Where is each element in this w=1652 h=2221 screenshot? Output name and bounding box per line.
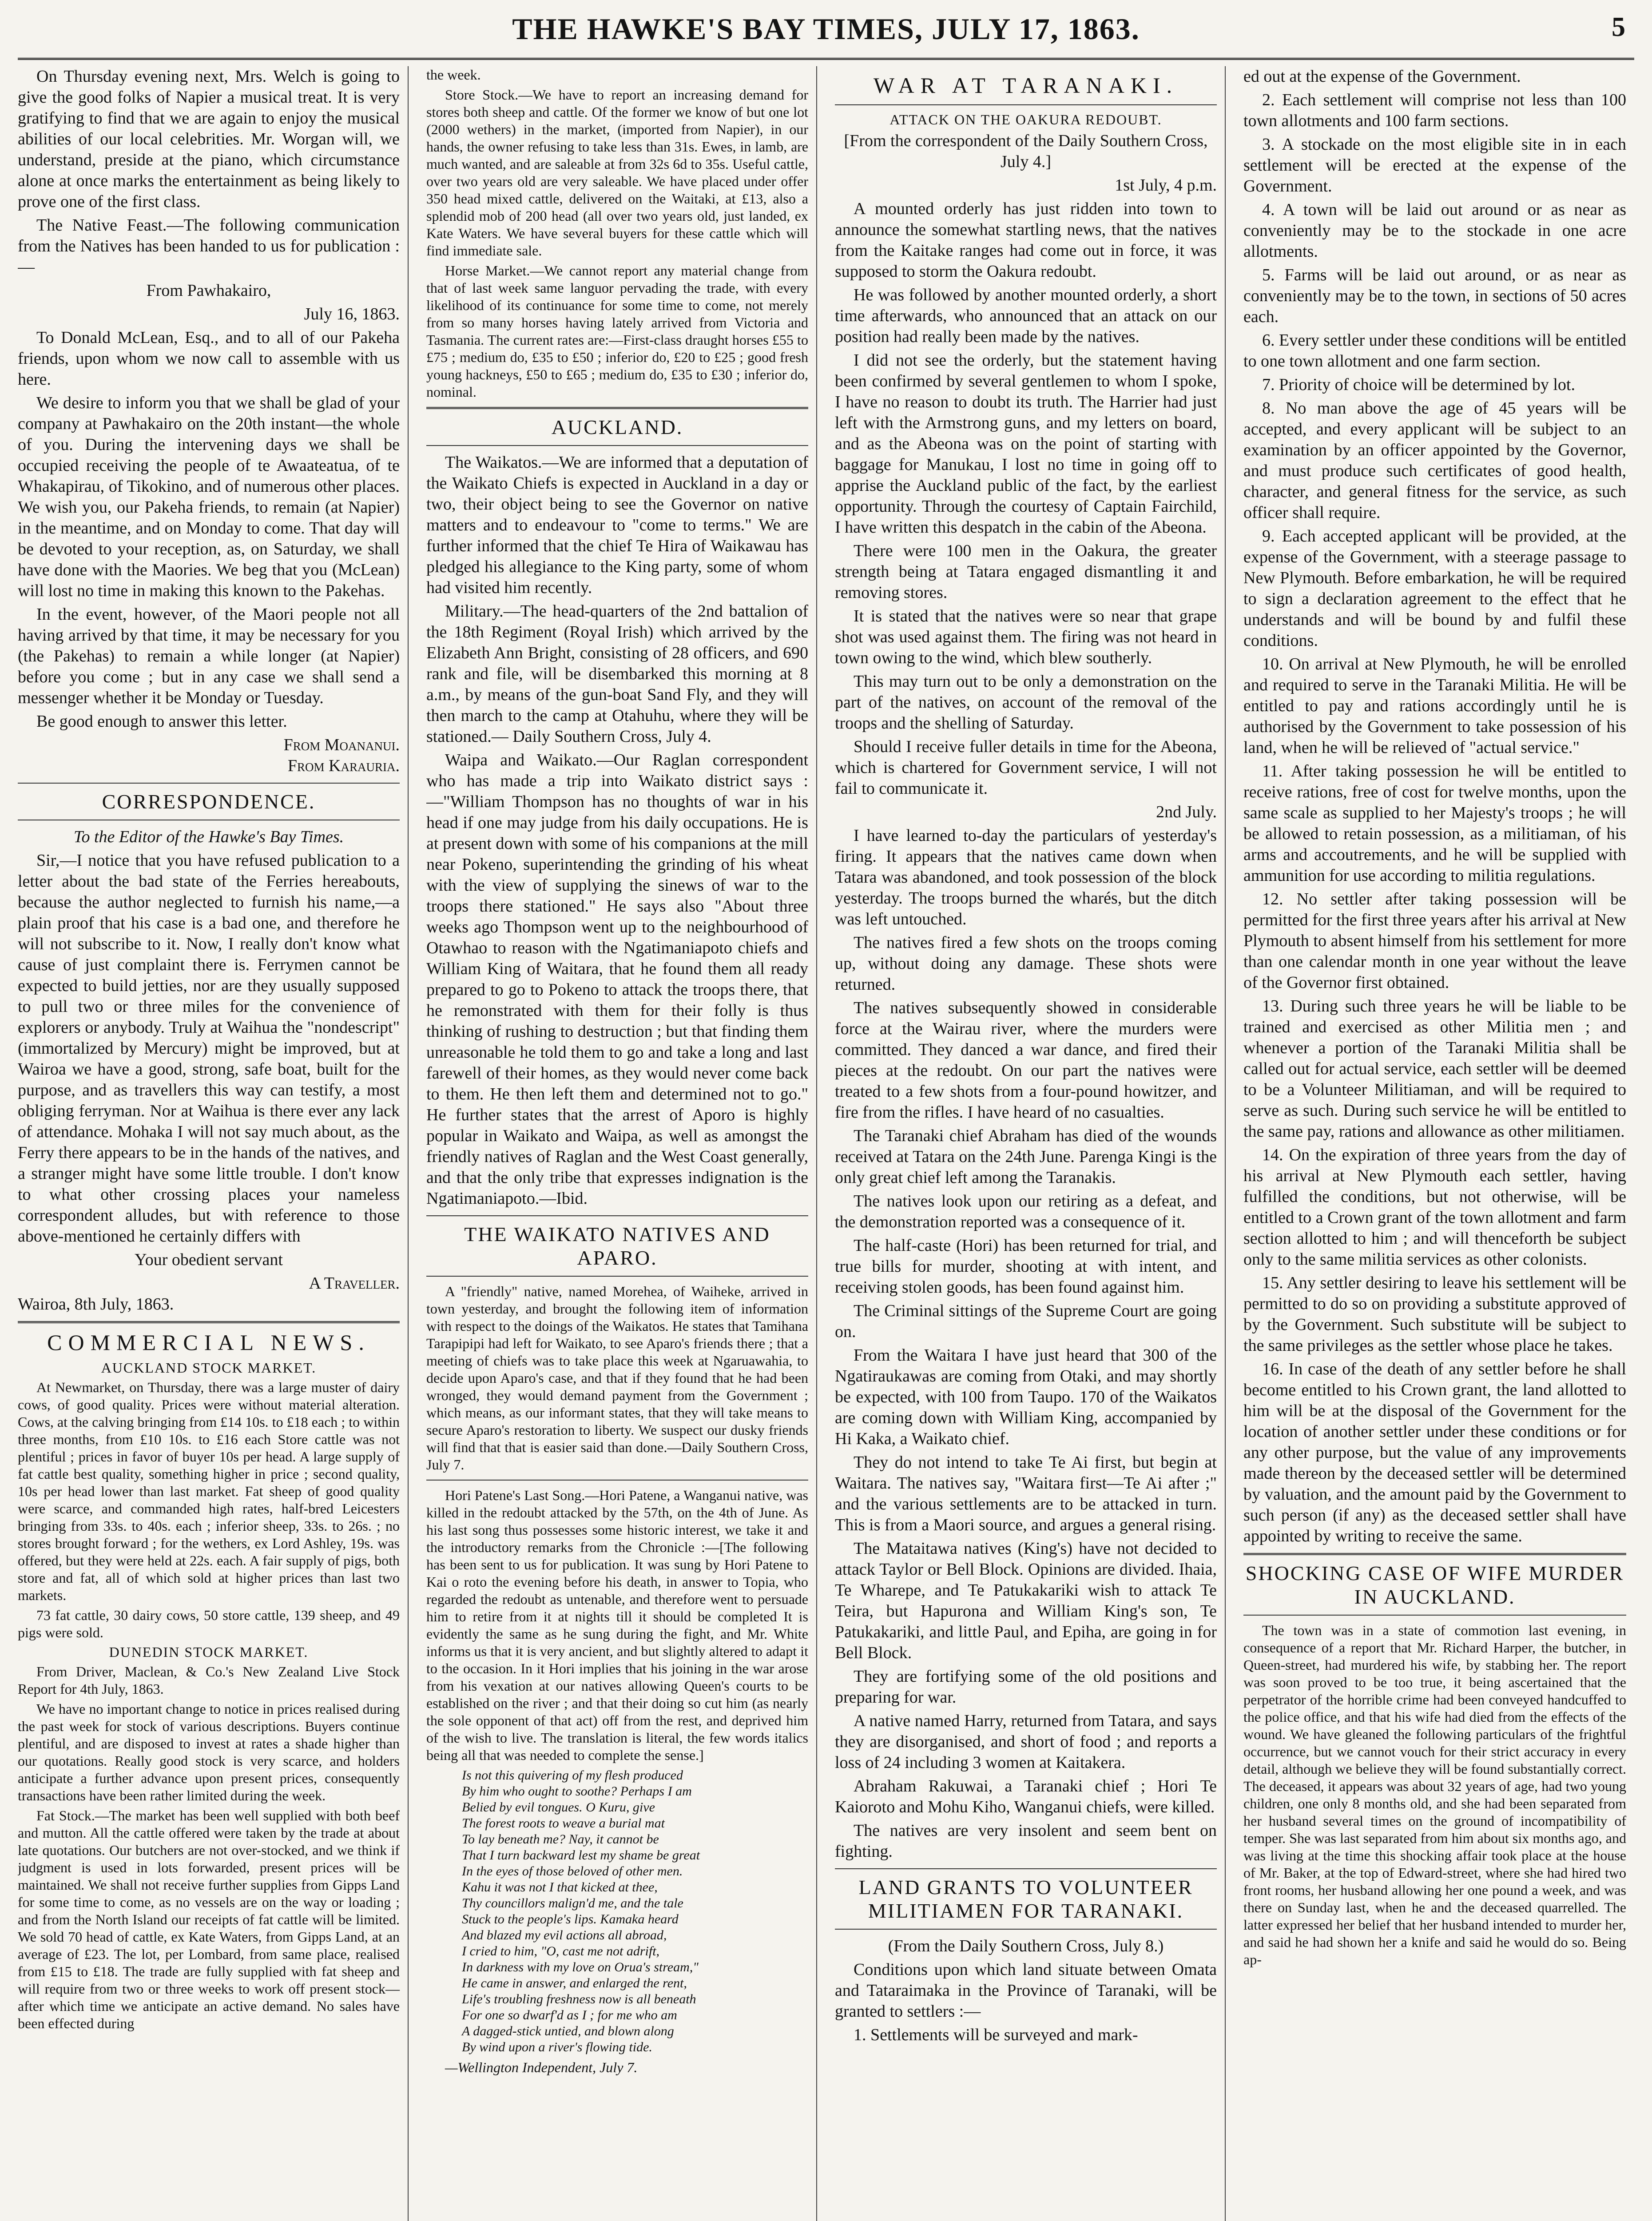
paragraph: The half-caste (Hori) has been returned for trial, and true bills for murder, shooting at with intent, and receiving stolen goods, has been found against him. <box>835 1236 1217 1297</box>
column-3 <box>835 66 1226 2221</box>
paragraph: Should I receive fuller details in time for the Abeona, which is chartered for Government service, I will not fail to communicate it. <box>835 737 1217 798</box>
paragraph: In the event, however, of the Maori people not all having arrived by that time, it may be necessary for you (the Pakehas) to remain a while longer (at Napier) before you come ; but in any case we shall send a messenger whether it be Monday or Tuesday. <box>18 605 400 707</box>
poem-source: —Wellington Independent, July 7. <box>445 2059 638 2075</box>
paragraph: 4. A town will be laid out around or as near as conveniently may be to the stockade in one acre allotments. <box>1243 200 1626 261</box>
paragraph: Abraham Rakuwai, a Taranaki chief ; Hori Te Kaioroto and Mohu Kiho, Wanganui chiefs, were killed. <box>835 1777 1217 1816</box>
paragraph: The Waikatos.—We are informed that a deputation of the Waikato Chiefs is expected in Auckland in a day or two, their object being to see the Governor on native matters and to endeavour to "come to terms." We are further informed that the chief Te Hira of Waikawau has pledged his allegiance to the King party, some of whom had visited him recently. <box>426 453 808 597</box>
paragraph: This may turn out to be only a demonstration on the part of the natives, on account of the removal of the troops and the shelling of Saturday. <box>835 672 1217 732</box>
source-note: [From the correspondent of the Daily Southern Cross, July 4.] <box>844 131 1208 171</box>
paragraph: There were 100 men in the Oakura, the greater strength being at Tatara engaged dismantling it and removing stores. <box>835 541 1217 602</box>
section-heading: SHOCKING CASE OF WIFE MURDER IN AUCKLAND. <box>1245 1562 1624 1608</box>
paragraph: 6. Every settler under these conditions will be entitled to one town allotment and one farm section. <box>1243 331 1626 370</box>
divider <box>426 1276 808 1277</box>
paragraph: From the Waitara I have just heard that 300 of the Ngatiraukawas are coming from Otaki, and may shortly be expected, with 100 from Taupo. 170 of the Waikatos are coming down with William King, accompanied by Hi Kaka, a Waikato chief. <box>835 1346 1217 1448</box>
paragraph: The natives look upon our retiring as a defeat, and the demonstration reported was a consequence of it. <box>835 1192 1217 1231</box>
signature: A Traveller. <box>309 1274 400 1293</box>
letter-closing: Your obedient servant <box>135 1250 283 1269</box>
dateline: 1st July, 4 p.m. <box>1115 176 1217 195</box>
paragraph: 8. No man above the age of 45 years will be accepted, and every applicant will be subject to an examination by an officer appointed by the Governor, and must produce such certificates of good health, character, and general fitness for the service, as such officer shall require. <box>1243 399 1626 522</box>
section-heading: AUCKLAND. <box>551 416 683 438</box>
paragraph: Store Stock.—We have to report an increasing demand for stores both sheep and cattle. Of the former we know of but one lot (2000 wethers) in the market, (imported from Napier), in our hands, the owner refusing to take less than 31s. Ewes, in lamb, are much wanted, and are saleable at from 32s 6d to 35s. Useful cattle, over two years old are very saleable. We have placed under offer 350 head mixed cattle, delivered on the Waitaki, at £13, also a splendid mob of 200 head (all over two years old, just landed, ex Kate Waters. We have several buyers for these cattle which will find immediate sale. <box>426 87 808 259</box>
paragraph: I have learned to-day the particulars of yesterday's firing. It appears that the natives came down when Tatara was abandoned, and took possession of the block yesterday. The troops burned the wharés, but the ditch was left untouched. <box>835 826 1217 928</box>
paragraph: It is stated that the natives were so near that grape shot was used against them. The firing was not heard in town owing to the wind, which blew southerly. <box>835 607 1217 667</box>
paragraph: 3. A stockade on the most eligible site in in each settlement will be erected at the expense of the Government. <box>1243 135 1626 195</box>
paragraph: They are fortifying some of the old positions and preparing for war. <box>835 1667 1217 1707</box>
section-heading: CORRESPONDENCE. <box>102 790 316 813</box>
paragraph: The Taranaki chief Abraham has died of the wounds received at Tatara on the 24th June. Parenga Kingi is the only great chief left among the Taranakis. <box>835 1126 1217 1187</box>
paragraph: We have no important change to notice in prices realised during the past week for stock of various descriptions. Buyers continue plentiful, and are disposed to invest at rates a shade higher than our quotations. Really good stock is very scarce, and holders anticipate a further advance upon present prices, consequently transactions have been rather limited during the week. <box>18 1701 400 1803</box>
paragraph: The natives are very insolent and seem bent on fighting. <box>835 1821 1217 1861</box>
letter-address: To the Editor of the Hawke's Bay Times. <box>73 828 344 846</box>
paragraph: 73 fat cattle, 30 dairy cows, 50 store cattle, 139 sheep, and 49 pigs were sold. <box>18 1607 400 1640</box>
paragraph: A native named Harry, returned from Tatara, and says they are disorganised, and short of food ; and reports a loss of 24 including 3 women at Kaitakera. <box>835 1712 1217 1772</box>
letter-place: Wairoa, 8th July, 1863. <box>18 1295 174 1313</box>
paragraph: Sir,—I notice that you have refused publication to a letter about the bad state of the Ferries hereabouts, because the author neglected to furnish his name,—a plain proof that his case is a bad one, and therefore he will not subscribe to it. Now, I really don't know what cause of just complaint there is. Ferrymen cannot be expected to build jetties, nor are they usually supposed to pull two or three miles for the convenience of explorers or anybody. Truly at Waihua the "nondescript" (immortalized by Mercury) might be improved, but at Wairoa we have a good, strong, safe boat, built for the purpose, and as travellers this way can testify, a most obliging ferryman. Nor at Waihua is there ever any lack of attendance. Mohaka I will not say much about, as the Ferry there appears to be in the hands of the natives, and a stranger might have some little trouble. I don't know to what other crossing places your nameless correspondent alludes, but with reference to those above-mentioned he certainly differs with <box>18 851 400 1246</box>
paragraph: A "friendly" native, named Morehea, of Waiheke, arrived in town yesterday, and brought the following item of information with respect to the doings of the Waikatos. He states that Tamihana Tarapipipi had left for Waikato, to see Aparo's friends there ; that a meeting of chiefs was to take place this week at Ngaruawahia, to decide upon Aparo's case, and that if they found that he had been wronged, they would demand payment from the Government ; which means, as our informant states, that they will take means to secure Aparo's restoration to liberty. We suspect our dusky friends will find that that is easier said than done.—Daily Southern Cross, July 7. <box>426 1283 808 1473</box>
dateline: 2nd July. <box>1156 803 1217 821</box>
masthead <box>18 0 1634 60</box>
divider <box>1243 1553 1626 1555</box>
divider <box>18 1321 400 1323</box>
divider <box>835 1929 1217 1930</box>
paragraph: The town was in a state of commotion last evening, in consequence of a report that Mr. Richard Harper, the butcher, in Queen-street, had murdered his wife, by stabbing her. The report was soon proved to be too true, it being ascertained that the perpetrator of the horrible crime had been conveyed handcuffed to the police office, and that his wife had died from the effects of the wound. We have gleaned the following particulars of the frightful occurrence, but we cannot vouch for their strict accuracy in every detail, although we believe they will be found substantially correct. The deceased, it appears was about 32 years of age, had two young children, one only 8 months old, and she had been separated from her husband several times on the ground of incompatibility of temper. She was last separated from him about six months ago, and was living at the time this shocking affair took place at the house of Mr. Baker, at the top of Edward-street, where she had hired two front rooms, her husband allowing her one pound a week, and was there on Sunday last, when he and the deceased quarrelled. The latter expressed her belief that her husband intended to murder her, and said he had shown her a knife and said he would do so. Being ap- <box>1243 1622 1626 1967</box>
divider <box>18 783 400 784</box>
section-heading: THE WAIKATO NATIVES AND APARO. <box>464 1223 770 1269</box>
paragraph: Horse Market.—We cannot report any material change from that of last week same languor pervading the trade, with every likelihood of its continuance for some time to come, not merely from so many horses having lately arrived from Victoria and Tasmania. The current rates are:—First-class draught horses £55 to £75 ; medium do, £35 to £50 ; inferior do, £20 to £25 ; good fresh young hackneys, £50 to £65 ; medium do, £35 to £30 ; inferior do, nominal. <box>426 263 808 400</box>
section-heading: LAND GRANTS TO VOLUNTEER MILITIAMEN FOR TARANAKI. <box>858 1876 1193 1922</box>
divider <box>426 407 808 409</box>
section-heading: WAR AT TARANAKI. <box>873 73 1179 98</box>
letter-from: From Pawhakairo, <box>146 281 271 300</box>
source-note: (From the Daily Southern Cross, July 8.) <box>888 1937 1164 1955</box>
paragraph: 15. Any settler desiring to leave his settlement will be permitted to do so on providing a substitute approved of by the Government. Such substitute will be subject to the same privileges as the settler whose place he takes. <box>1243 1274 1626 1355</box>
column-2 <box>426 66 817 2221</box>
paragraph: On Thursday evening next, Mrs. Welch is going to give the good folks of Napier a musical treat. It is very gratifying to find that we are again to enjoy the musical abilities of our local celebrities. Mr. Worgan will, we understand, preside at the piano, which circumstance alone at once marks the entertainment as being likely to prove one of the first class. <box>18 67 400 211</box>
paragraph: 16. In case of the death of any settler before he shall become entitled to his Crown grant, the land allotted to him will be at the disposal of the Government for the location of another settler under these conditions or for any other purpose, but the value of any improvements made thereon by the deceased settler will be determined by valuation, and the amount paid by the Government to such person (if any) as the deceased settler shall have appointed by writing to receive the same. <box>1243 1360 1626 1545</box>
paragraph: I did not see the orderly, but the statement having been confirmed by several gentlemen to whom I spoke, I have no reason to doubt its truth. The Harrier had just left with the Armstrong guns, and my letters on board, and as the Abeona was on the point of starting with baggage for Manukau, I lost no time in going off to apprise the Auckland public of the fact, by the earliest opportunity. Through the courtesy of Captain Fairchild, I have written this despatch in the cabin of the Abeona. <box>835 351 1217 537</box>
paragraph: At Newmarket, on Thursday, there was a large muster of dairy cows, of good quality. Prices were without material alteration. Cows, at the calving bringing from £14 10s. to £18 each ; to within three months, from £10 10s. to £16 each Store cattle was not plentiful ; prices in favor of buyer 10s per head. A large supply of fat cattle best quality, something higher in price ; second quality, 10s per head lower than last market. Fat sheep of good quality were scarce, and commanded high rates, half-bred Leicesters bringing from 33s. to 40s. each ; inferior sheep, 33s. to 26s. ; no stores brought forward ; for the wethers, ex Lord Ashley, 19s. was offered, but they were held at 22s. each. A fair supply of pigs, both store and fat, all of which sold at higher prices than last two markets. <box>18 1379 400 1603</box>
paragraph: They do not intend to take Te Ai first, but begin at Waitara. The natives say, "Waitara first—Te Ai after ;" and the various settlements are to be attacked in turn. This is from a Maori source, and argues a general rising. <box>835 1453 1217 1534</box>
divider <box>835 104 1217 105</box>
poem: Is not this quivering of my flesh produced By him who ought to soothe? Perhaps I am Belied by evil tongues. O Kuru, give The forest roots to weave a burial mat To lay beneath me? Nay, it cannot be That I turn backward lest my shame be great In the eyes of those beloved of other men. Kahu it was not I that kicked at thee, Thy councillors malign'd me, and the tale Stuck to the people's lips. Kamaka heard And blazed my evil actions all abroad, I cried to him, "O, cast me not adrift, In darkness with my love on Orua's stream," He came in answer, and enlarged the rent, Life's troubling freshness now is all beneath For one so dwarf'd as I ; for me who am A dagged-stick untied, and blown along By wind upon a river's flowing tide. <box>462 1768 700 2054</box>
page-number: 5 <box>1612 12 1625 42</box>
column-4 <box>1243 66 1634 2221</box>
paragraph: The Native Feast.—The following communication from the Natives has been handed to us for publication :— <box>18 216 400 276</box>
paragraph: 2. Each settlement will comprise not less than 100 town allotments and 100 farm sections. <box>1243 91 1626 130</box>
newspaper-title: THE HAWKE'S BAY TIMES, JULY 17, 1863. <box>512 12 1140 46</box>
divider <box>835 1868 1217 1869</box>
paragraph: The Criminal sittings of the Supreme Court are going on. <box>835 1302 1217 1341</box>
subheading: AUCKLAND STOCK MARKET. <box>101 1360 317 1376</box>
paragraph: 5. Farms will be laid out around, or as near as conveniently may be to the town, in sections of 50 acres each. <box>1243 266 1626 326</box>
paragraph: 1. Settlements will be surveyed and mark- <box>854 2026 1138 2044</box>
signature: From Karauria. <box>287 756 400 775</box>
divider <box>1243 1615 1626 1616</box>
paragraph: The natives fired a few shots on the troops coming up, without doing any damage. These shots were returned. <box>835 933 1217 994</box>
columns <box>18 66 1634 2221</box>
paragraph: The Mataitawa natives (King's) have not decided to attack Taylor or Bell Block. Opinions are divided. Ihaia, Te Wharepe, and Te Patukakariki wish to attack Te Teira, but Hapurona and William King's son, Te Patukakariki, and little Paul, and Epiha, are going in for Bell Block. <box>835 1539 1217 1662</box>
section-heading: COMMERCIAL NEWS. <box>47 1330 370 1355</box>
paragraph: From Driver, Maclean, & Co.'s New Zealand Live Stock Report for 4th July, 1863. <box>18 1664 400 1697</box>
paragraph: Be good enough to answer this letter. <box>36 712 287 731</box>
paragraph: A mounted orderly has just ridden into town to announce the somewhat startling news, that the natives from the Kaitake ranges had come out in force, it was supposed to storm the Oakura redoubt. <box>835 199 1217 281</box>
divider <box>426 1215 808 1216</box>
paragraph: the week. <box>426 67 481 83</box>
paragraph: ed out at the expense of the Government. <box>1243 67 1521 86</box>
paragraph: 7. Priority of choice will be determined by lot. <box>1262 375 1575 394</box>
paragraph: 13. During such three years he will be liable to be trained and exercised as other Militia men ; and whenever a portion of the Taranaki Militia shall be called out for actual service, each settler will be deemed to be a Volunteer Militiaman, and will be required to serve as such. During such service he will be entitled to the same pay, rations and allowance as other militiamen. <box>1243 997 1626 1141</box>
paragraph: 12. No settler after taking possession will be permitted for the first three years after his arrival at New Plymouth to absent himself from his settlement for more than one calendar month in one year without the leave of the Governor first obtained. <box>1243 890 1626 992</box>
subheading: ATTACK ON THE OAKURA REDOUBT. <box>890 111 1162 127</box>
paragraph: Fat Stock.—The market has been well supplied with both beef and mutton. All the cattle offered were taken by the trade at about late quotations. Our butchers are not over-stocked, and we think if judgment is used in lots forwarded, present prices will be maintained. We shall not receive further supplies from Gipps Land for some time to come, as no vessels are on the way or loading ; and from the North Island our receipts of fat cattle will be limited. We sold 70 head of cattle, ex Kate Waters, from Gipps Land, at an average of £23. The lot, per Lombard, from same place, realised from £15 to £18. The trade are fully supplied with fat sheep and will require from two or three weeks to work off present stock—after which time we anticipate an active demand. No sales have been effected during <box>18 1807 400 2031</box>
column-1 <box>18 66 409 2221</box>
letter-to: To Donald McLean, Esq., and to all of our Pakeha friends, upon whom we now call to assemble with us here. <box>18 328 400 389</box>
signature: From Moananui. <box>283 736 400 754</box>
paragraph: He was followed by another mounted orderly, a short time afterwards, who announced that an attack on our position had really been made by the natives. <box>835 286 1217 346</box>
letter-date: July 16, 1863. <box>304 305 400 323</box>
paragraph: Hori Patene's Last Song.—Hori Patene, a Wanganui native, was killed in the redoubt attacked by the 57th, on the 4th of June. As his last song thus possesses some historic interest, we take it and the introductory remarks from the Chronicle :—[The following has been sent to us for publication. It was sung by Hori Patene to Kai o roto the evening before his death, in answer to Topia, who regarded the redoubt as untenable, and therefore went to persuade him to retire from it at nights till it should be completed It is evidently the same as he sung during the fight, and Mr. White informs us that it is very ancient, and but slightly altered to adapt it to the occasion. In it Hori implies that his joining in the war arose from his vexation at our natives allowing Queen's courts to be established on the river ; and that their doing so cut him (as nearly the sole opponent of that act) off from the rest, and deprived him of the wish to live. The translation is literal, the few words italics being all that was needed to complete the sense.] <box>426 1487 808 1763</box>
subheading: DUNEDIN STOCK MARKET. <box>109 1644 309 1660</box>
divider <box>426 1480 808 1481</box>
paragraph: Military.—The head-quarters of the 2nd battalion of the 18th Regiment (Royal Irish) which arrived by the Elizabeth Ann Bright, consisting of 28 officers, and 690 rank and file, will be disembarked this morning at 8 a.m., by means of the gun-boat Sand Fly, and they will then march to the camp at Otahuhu, where they will be stationed.— Daily Southern Cross, July 4. <box>426 602 808 746</box>
paragraph: 10. On arrival at New Plymouth, he will be enrolled and required to serve in the Taranaki Militia. He will be entitled to pay and rations accordingly until he is authorised by the Government to take possession of his land, when he will be relieved of "actual service." <box>1243 655 1626 757</box>
paragraph: 11. After taking possession he will be entitled to receive rations, free of cost for twelve months, upon the same scale as supplied to her Majesty's troops ; he will be allowed to retain possession, as a militiaman, of his arms and accoutrements, and he will be supplied with ammunition for use according to militia regulations. <box>1243 762 1626 885</box>
paragraph: Waipa and Waikato.—Our Raglan correspondent who has made a trip into Waikato district says :—"William Thompson has no thoughts of war in his head if one may judge from his daily occupations. He is at present down with some of his companions at the mill near Pokeno, superintending the grinding of his wheat with the view of supplying the sinews of war to the troops there stationed." He says also "About three weeks ago Thompson went up to the neighbourhood of Otawhao to reason with the Ngatimaniapoto chiefs and William King of Waitara, that he found them all ready prepared to go to Pokeno to attack the troops there, that he remonstrated with them for their folly is thus thinking of rushing to destruction ; but that finding them unreasonable he told them to go and take a long and last farewell of their homes, as they would never come back to them. He then left them and determined not to go." He further states that the arrest of Aporo is highly popular in Waikato and Waipa, as well as amongst the friendly natives of Raglan and the West Coast generally, and that the only tribe that expresses indignation is the Ngatimaniapoto.—Ibid. <box>426 751 808 1208</box>
paragraph: 9. Each accepted applicant will be provided, at the expense of the Government, with a steerage passage to New Plymouth. Before embarkation, he will be required to sign a declaration agreement to the effect that he understands and will be bound by and fulfil these conditions. <box>1243 527 1626 650</box>
paragraph: We desire to inform you that we shall be glad of your company at Pawhakairo on the 20th instant—the whole of you. During the intervening days we shall be occupied receiving the people of te Awaateatua, of te Whakapirau, of Tikokino, and of numerous other places. We wish you, our Pakeha friends, to remain (at Napier) in the meantime, and on Monday to come. That day will be devoted to your reception, as, on Saturday, we shall have done with the Maories. We beg that you (McLean) will lost no time in making this known to the Pakehas. <box>18 394 400 600</box>
paragraph: Conditions upon which land situate between Omata and Tataraimaka in the Province of Taranaki, will be granted to settlers :— <box>835 1960 1217 2021</box>
paragraph: The natives subsequently showed in considerable force at the Wairau river, where the murders were committed. They danced a war dance, and fired their pieces at the redoubt. On our part the natives were treated to a few shots from a four-pound howitzer, and fire from the rifles. I have heard of no casualties. <box>835 999 1217 1122</box>
paragraph: 14. On the expiration of three years from the day of his arrival at New Plymouth each settler, having fulfilled the conditions, but not otherwise, will be entitled to a Crown grant of the town allotment and farm section allotted to him ; and will thenceforth be subject only to the same militia services as other colonists. <box>1243 1146 1626 1269</box>
divider <box>426 445 808 446</box>
